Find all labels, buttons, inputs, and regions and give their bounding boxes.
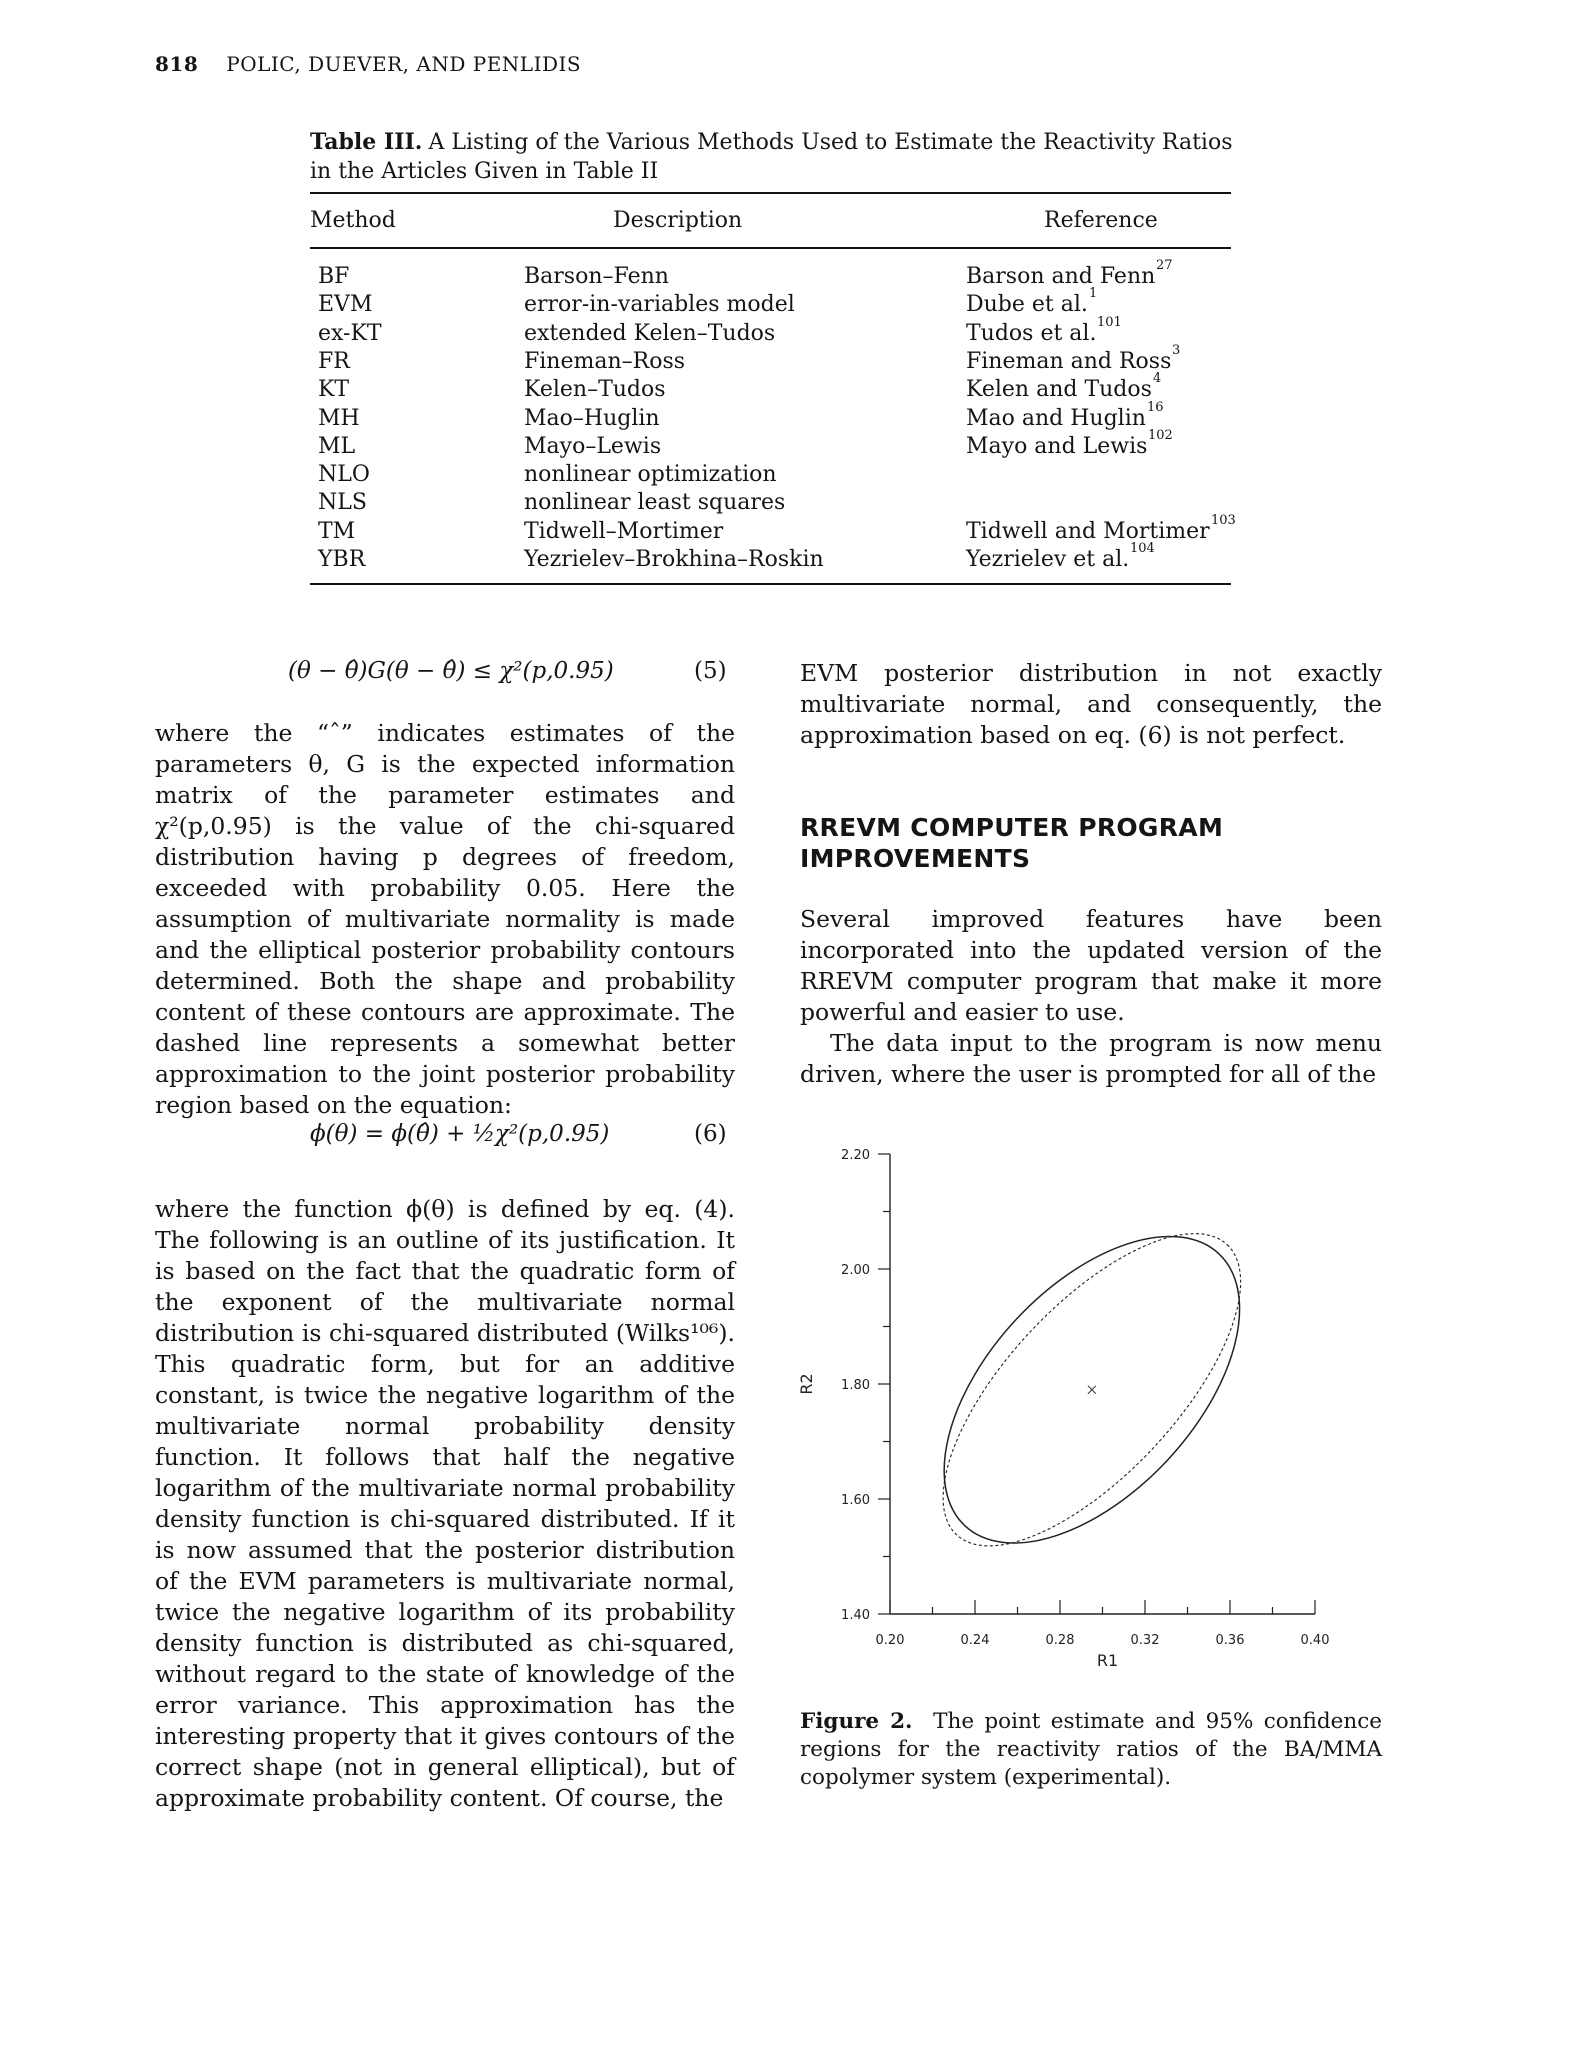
y-tick-label: 2.00 [841, 1263, 870, 1278]
method-cell: TM [318, 518, 356, 544]
reference-cell: Tidwell and Mortimer [966, 518, 1210, 544]
figure-label: Figure 2. [800, 1709, 913, 1734]
x-tick-label: 0.20 [875, 1633, 905, 1648]
reference-cell: Dube et al. [966, 292, 1088, 318]
description-cell: Yezrielev–Brokhina–Roskin [524, 547, 824, 572]
table-row [310, 371, 1231, 405]
method-cell: ex-KT [318, 320, 382, 346]
column-header-description: Description [613, 208, 743, 233]
right-paragraph-1 [800, 658, 1382, 751]
reference-citation-number: 3 [1172, 342, 1181, 358]
x-axis-label: R1 [1096, 1651, 1119, 1670]
reference-cell: Mao and Huglin [966, 405, 1146, 431]
y-tick-label: 1.60 [841, 1493, 870, 1508]
reference-citation-number: 1 [1089, 286, 1098, 302]
y-tick-label: 2.20 [841, 1148, 870, 1163]
right-paragraph-2-text: Several improved features have been incorporated into the updated version of the RREVM computer program that make it more powerful and easier to use. [800, 905, 1382, 1026]
method-cell: FR [318, 348, 350, 374]
table-caption [310, 128, 1240, 186]
right-paragraph-1-text: EVM posterior distribution in not exactly multivariate normal, and consequently, the approximation based on eq. (6) is not perfect. [800, 659, 1382, 749]
table-row [310, 462, 1231, 490]
table-row [310, 399, 1231, 434]
description-cell: Tidwell–Mortimer [524, 518, 724, 544]
reference-citation-number: 101 [1097, 314, 1122, 330]
equation-6: ϕ(θ) = ϕ(θ̂) + ½χ²(p,0.95) [310, 1121, 610, 1147]
equation-6-number: (6) [694, 1121, 727, 1147]
equation-5-number: (5) [694, 658, 727, 684]
x-tick-label: 0.28 [1045, 1633, 1075, 1648]
x-tick-label: 0.36 [1215, 1633, 1245, 1648]
description-cell: Kelen–Tudos [524, 377, 666, 403]
figure-caption [800, 1708, 1382, 1792]
table-row [310, 314, 1231, 349]
y-tick-label: 1.80 [841, 1378, 870, 1393]
table-row [310, 286, 1231, 320]
left-paragraph-2 [155, 1194, 735, 1814]
method-cell: ML [318, 433, 356, 459]
left-paragraph-2-text: where the function ϕ(θ) is defined by eq. (4). The following is an outline of its justification. It is based on the fact that the quadratic form of the exponent of the multivariate normal distribution is chi-squared distributed (Wilks¹⁰⁶). This quadratic form, but for an additive constant, is twice the negative logarithm of the multivariate normal probability density function. It follows that half the negative logarithm of the multivariate normal probability density function is chi-squared distributed. If it is now assumed that the posterior distribution of the EVM parameters is multivariate normal, twice the negative logarithm of its probability density function is distributed as chi-squared, without regard to the state of knowledge of the error variance. This approximation has the interesting property that it gives contours of the correct shape (not in general elliptical), but of approximate probability content. Of course, the [155, 1195, 735, 1812]
reference-cell: Kelen and Tudos [966, 377, 1152, 403]
column-header-method: Method [310, 208, 396, 233]
x-tick-label: 0.40 [1300, 1633, 1330, 1648]
method-cell: NLS [318, 490, 367, 516]
running-title: POLIC, DUEVER, AND PENLIDIS [226, 52, 582, 76]
equation-5: (θ − θ̂)G(θ − θ̂) ≤ χ²(p,0.95) [288, 658, 614, 684]
method-cell: NLO [318, 462, 370, 488]
table-bottom-rule [310, 583, 1231, 585]
table-header-rule [310, 247, 1231, 249]
table-row [310, 490, 1231, 518]
reference-cell: Mayo and Lewis [966, 433, 1148, 459]
reference-cell: Barson and Fenn [966, 264, 1156, 289]
x-tick-label: 0.32 [1130, 1633, 1160, 1648]
column-header-reference: Reference [1044, 208, 1158, 233]
point-estimate-marker [1088, 1386, 1096, 1394]
description-cell: Mayo–Lewis [524, 433, 662, 459]
table-caption-text: A Listing of the Various Methods Used to Estimate the Reactivity Ratios in the Articles Given in Table II [310, 130, 1233, 184]
section-heading: RREVM COMPUTER PROGRAM IMPROVEMENTS [800, 813, 1224, 873]
reference-citation-number: 103 [1211, 512, 1236, 528]
method-cell: YBR [318, 547, 366, 572]
table-label: Table III. [310, 129, 423, 155]
table-top-rule [310, 192, 1231, 194]
x-tick-label: 0.24 [960, 1633, 990, 1648]
reference-citation-number: 27 [1156, 258, 1173, 273]
table-row [310, 427, 1231, 462]
method-cell: KT [318, 377, 350, 403]
figure-caption-text: The point estimate and 95% confidence regions for the reactivity ratios of the BA/MMA copolymer system (experimental). [800, 1709, 1382, 1790]
reference-citation-number: 104 [1130, 541, 1155, 556]
left-paragraph-1-text: where the “ˆ” indicates estimates of the parameters θ, G is the expected information matrix of the parameter estimates and χ²(p,0.95) is the value of the chi-squared distribution having p degrees of freedom, exceeded with probability 0.05. Here the assumption of multivariate normality is made and the elliptical posterior probability contours determined. Both the shape and probability content of these contours are approximate. The dashed line represents a somewhat better approximation to the joint posterior probability region based on the equation: [155, 719, 735, 1119]
table-row [310, 512, 1236, 547]
running-header [155, 52, 581, 76]
right-paragraph-3-text: The data input to the program is now menu driven, where the user is prompted for all of the [800, 1029, 1382, 1088]
table-row [310, 342, 1231, 377]
description-cell: nonlinear optimization [524, 462, 777, 488]
reference-cell: Fineman and Ross [966, 348, 1172, 374]
method-cell: MH [318, 405, 360, 431]
description-cell: error-in-variables model [524, 292, 795, 318]
method-cell: BF [318, 264, 350, 289]
description-cell: Fineman–Ross [524, 348, 686, 374]
reference-citation-number: 102 [1148, 427, 1173, 443]
description-cell: Mao–Huglin [524, 405, 660, 431]
description-cell: Barson–Fenn [524, 264, 669, 289]
table-row [310, 541, 1231, 575]
reference-cell: Tudos et al. [966, 320, 1097, 346]
reference-citation-number: 4 [1153, 371, 1162, 387]
figure-2-plot [790, 1120, 1390, 1700]
method-cell: EVM [318, 292, 373, 318]
page-number: 818 [155, 52, 199, 76]
y-tick-label: 1.40 [841, 1608, 870, 1623]
right-paragraph-2 [800, 904, 1382, 1090]
left-paragraph-1 [155, 718, 735, 1121]
reference-cell: Yezrielev et al. [966, 547, 1130, 572]
description-cell: nonlinear least squares [524, 490, 786, 516]
description-cell: extended Kelen–Tudos [524, 320, 776, 346]
y-axis-label: R2 [797, 1373, 816, 1395]
reference-citation-number: 16 [1147, 399, 1164, 415]
